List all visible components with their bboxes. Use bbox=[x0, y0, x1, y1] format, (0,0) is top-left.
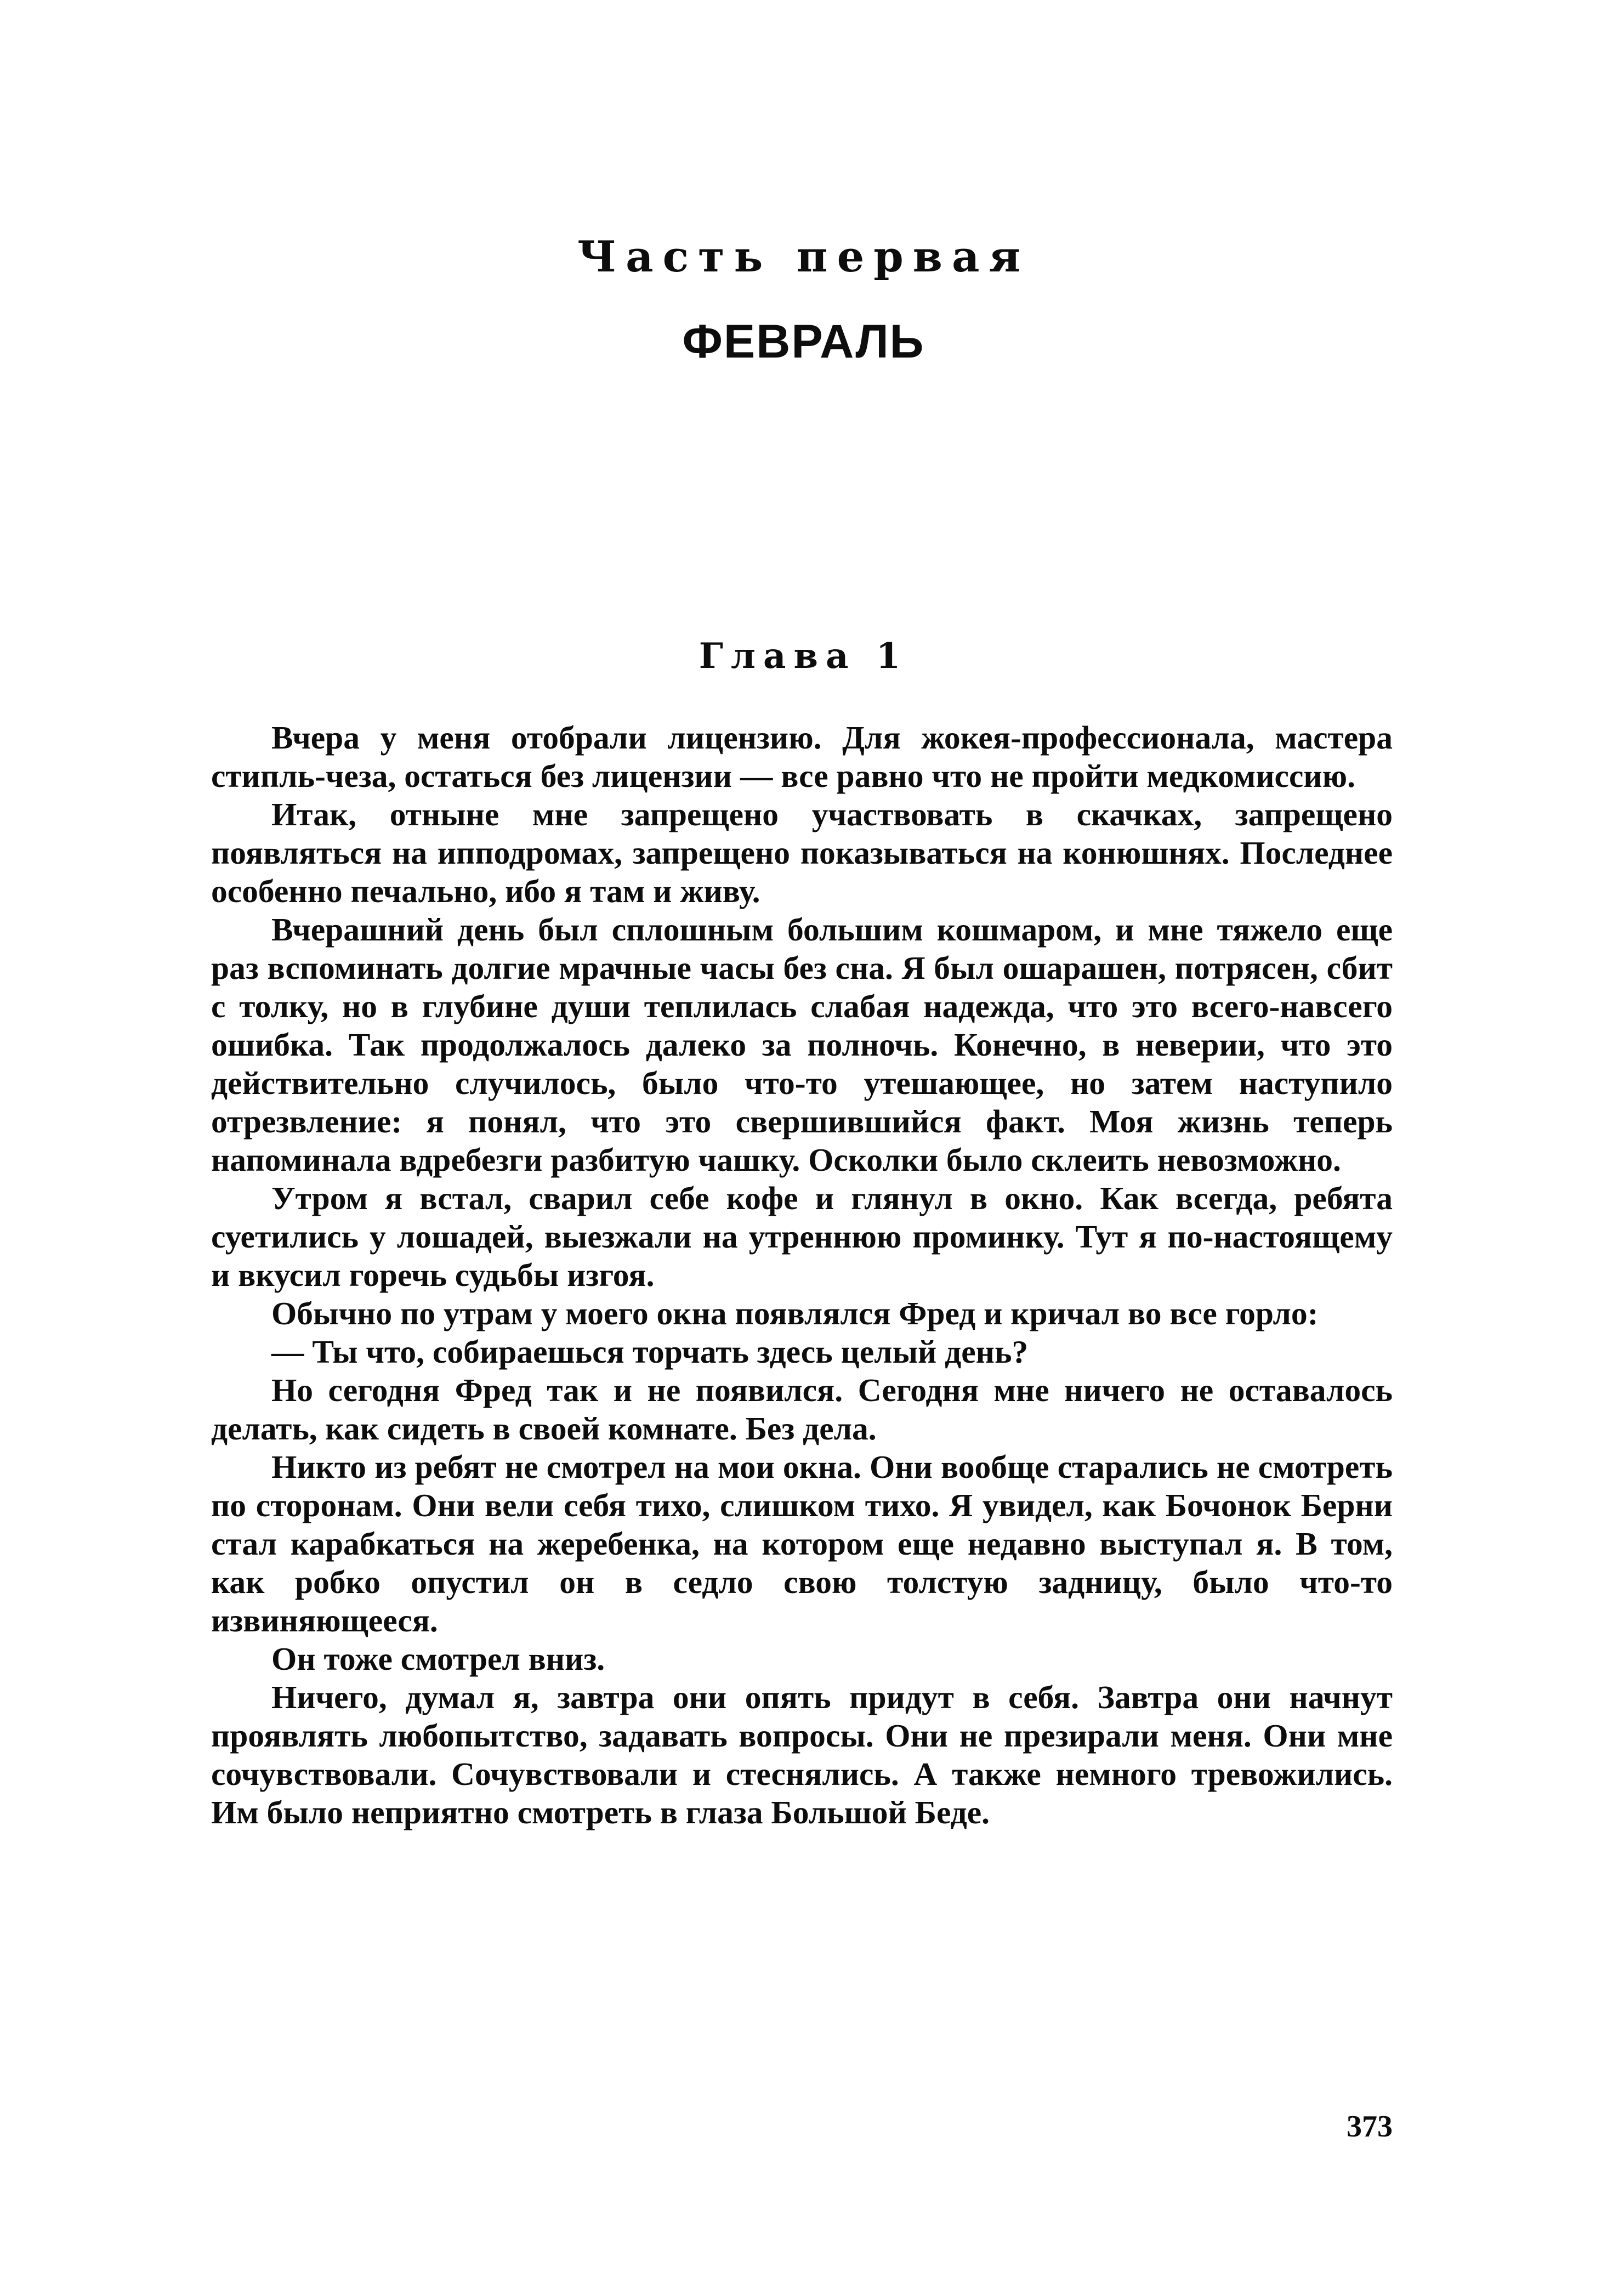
paragraph: — Ты что, собираешься торчать здесь целый день? bbox=[271, 1334, 1029, 1370]
paragraph: Никто из ребят не смотрел на мои окна. Они вообще старались не смотреть по сторонам. Они вели себя тихо, слишком тихо. Я увидел, как Бочонок Берни стал карабкаться на жеребенка, на котором еще недавно выступал я. В том, как робко опустил он в седло свою толстую задницу, было что-то извиняющееся. bbox=[211, 1449, 1393, 1639]
paragraph: Но сегодня Фред так и не появился. Сегодня мне ничего не оставалось делать, как сидеть в своей комнате. Без дела. bbox=[211, 1372, 1393, 1447]
chapter-title: Глава 1 bbox=[699, 636, 908, 677]
part-title: Часть первая bbox=[577, 232, 1030, 282]
chapter-body bbox=[211, 718, 1393, 1832]
month-title: ФЕВРАЛЬ bbox=[682, 315, 925, 368]
paragraph: Вчера у меня отобрали лицензию. Для жокея-профессионала, мастера стипль-чеза, остаться без лицензии — все равно что не пройти медкомиссию. bbox=[211, 719, 1393, 794]
paragraph: Ничего, думал я, завтра они опять придут в себя. Завтра они начнут проявлять любопытство, задавать вопросы. Они не презирали меня. Они мне сочувствовали. Сочувствовали и стеснялись. А также немного тревожились. Им было неприятно смотреть в глаза Большой Беде. bbox=[211, 1679, 1393, 1830]
paragraph: Итак, отныне мне запрещено участвовать в скачках, запрещено появляться на ипподромах, запрещено показываться на конюшнях. Последнее особенно печально, ибо я там и живу. bbox=[211, 796, 1393, 909]
paragraph: Обычно по утрам у моего окна появлялся Фред и кричал во все горло: bbox=[271, 1295, 1319, 1331]
paragraph: Вчерашний день был сплошным большим кошмаром, и мне тяжело еще раз вспоминать долгие мрачные часы без сна. Я был ошарашен, потрясен, сбит с толку, но в глубине души теплилась слабая надежда, что это всего-навсего ошибка. Так продолжалось далеко за полночь. Конечно, в неверии, что это действительно случилось, было что-то утешающее, но затем наступило отрезвление: я понял, что это свершившийся факт. Моя жизнь теперь напоминала вдребезги разбитую чашку. Осколки было склеить невозможно. bbox=[211, 911, 1393, 1178]
paragraph: Утром я встал, сварил себе кофе и глянул в окно. Как всегда, ребята суетились у лошадей, выезжали на утреннюю проминку. Тут я по-настоящему и вкусил горечь судьбы изгоя. bbox=[211, 1180, 1393, 1293]
page-number: 373 bbox=[1347, 2110, 1393, 2144]
paragraph: Он тоже смотрел вниз. bbox=[271, 1641, 605, 1677]
